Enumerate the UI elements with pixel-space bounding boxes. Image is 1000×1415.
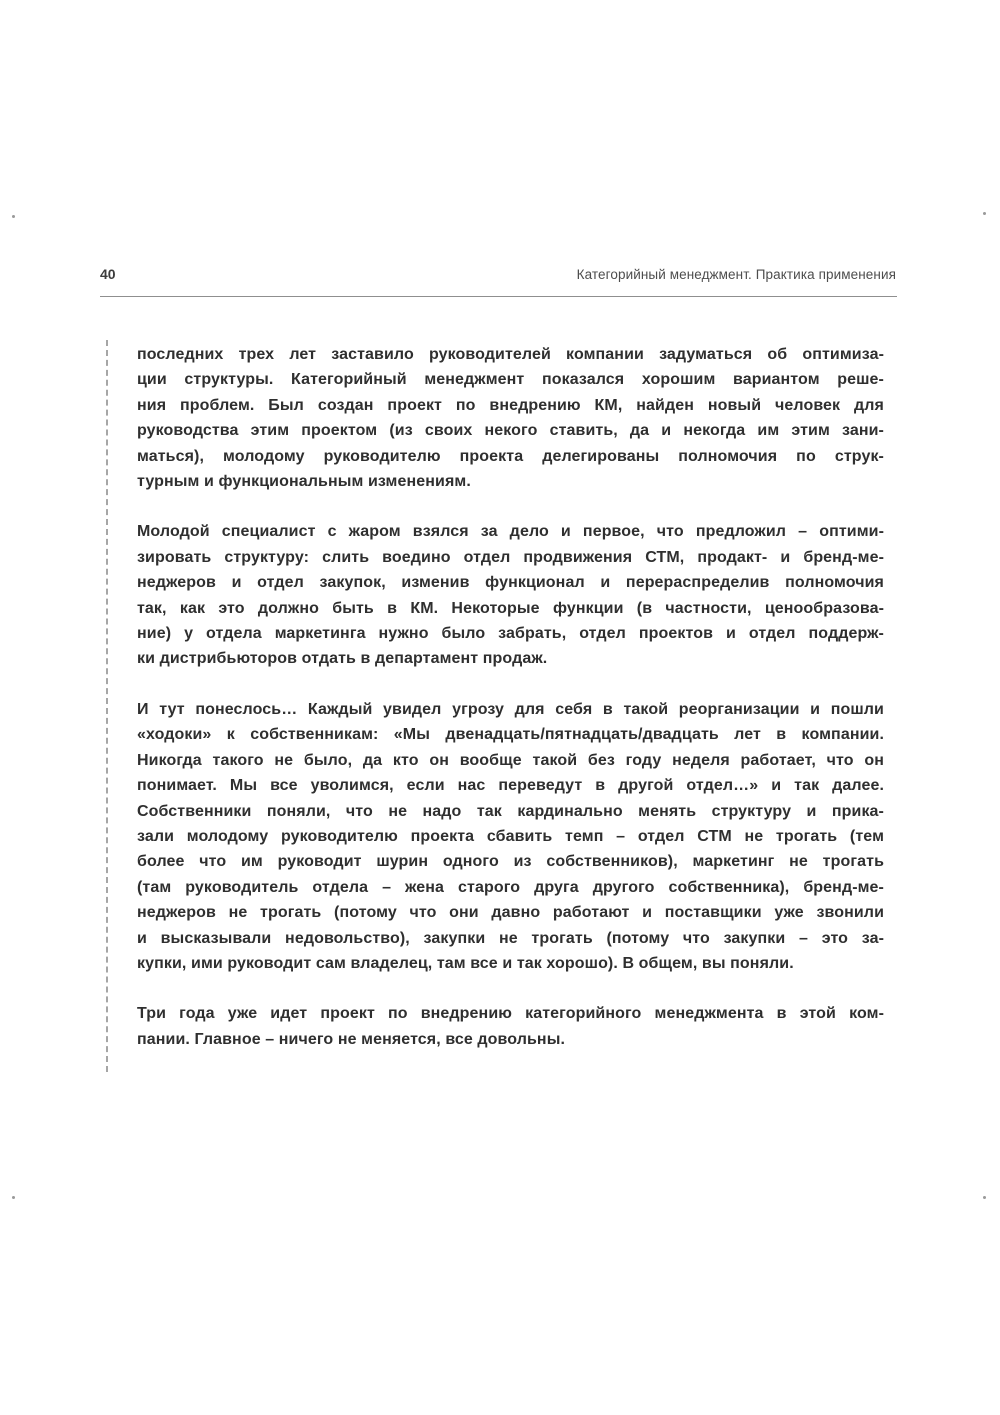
text-line: так, как это должно быть в КМ. Некоторые функции (в частности, ценообразова- (137, 599, 884, 617)
text-line: пании. Главное – ничего не меняется, все довольны. (137, 1030, 566, 1048)
text-line: «ходоки» к собственникам: «Мы двенадцать/пятнадцать/двадцать лет в компании. (137, 726, 884, 744)
text-line: ние) у отдела маркетинга нужно было забрать, отдел проектов и отдел поддерж- (137, 625, 884, 643)
text-line: зали молодому руководителю проекта сбавить темп – отдел СТМ не трогать (тем (137, 827, 884, 845)
corner-mark-bottom-left (12, 1196, 15, 1199)
text-line: зировать структуру: слить воедино отдел продвижения СТМ, продакт- и бренд-ме- (137, 548, 884, 566)
text-line: неджеров и отдел закупок, изменив функционал и перераспределив полномочия (137, 574, 884, 592)
paragraph (137, 697, 884, 976)
page-number: 40 (100, 266, 116, 282)
text-line: Никогда такого не было, да кто он вообще такой без году неделя работает, что он (137, 751, 884, 769)
paragraph (137, 519, 884, 671)
case-text-block (106, 340, 884, 1072)
text-line: купки, ими руководит сам владелец, там все и так хорошо). В общем, вы поняли. (137, 954, 794, 972)
paragraph (137, 342, 884, 494)
corner-mark-bottom-right (983, 1196, 986, 1199)
page-header (100, 266, 896, 282)
text-line: и высказывали недовольство), закупки не трогать (потому что закупки – это за- (137, 929, 884, 947)
text-line: Молодой специалист с жаром взялся за дело и первое, что предложил – оптими- (137, 523, 884, 541)
text-line: И тут понеслось… Каждый увидел угрозу для себя в такой реорганизации и пошли (137, 700, 884, 718)
text-line: более что им руководит шурин одного из собственников), маркетинг не трогать (137, 853, 884, 871)
corner-mark-top-left (12, 215, 15, 218)
header-rule (100, 296, 897, 297)
text-line: ции структуры. Категорийный менеджмент показался хорошим вариантом реше- (137, 371, 884, 389)
text-line: ния проблем. Был создан проект по внедрению КМ, найден новый человек для (137, 396, 884, 414)
text-line: ки дистрибьюторов отдать в департамент продаж. (137, 650, 548, 668)
text-line: маться), молодому руководителю проекта делегированы полномочия по струк- (137, 447, 884, 465)
corner-mark-top-right (983, 212, 986, 215)
text-line: (там руководитель отдела – жена старого друга другого собственника), бренд-ме- (137, 878, 884, 896)
running-title: Категорийный менеджмент. Практика применения (576, 267, 896, 282)
text-line: руководства этим проектом (из своих некого ставить, да и некогда им этим зани- (137, 422, 884, 440)
text-line: Три года уже идет проект по внедрению категорийного менеджмента в этой ком- (137, 1005, 884, 1023)
text-line: последних трех лет заставило руководителей компании задуматься об оптимиза- (137, 346, 884, 363)
text-line: турным и функциональным изменениям. (137, 473, 471, 491)
paragraph (137, 1001, 884, 1052)
text-line: Собственники поняли, что не надо так кардинально менять структуру и прика- (137, 802, 884, 820)
text-line: понимает. Мы все уволимся, если нас переведут в другой отдел…» и так далее. (137, 777, 884, 795)
text-line: неджеров не трогать (потому что они давно работают и поставщики уже звонили (137, 904, 884, 922)
